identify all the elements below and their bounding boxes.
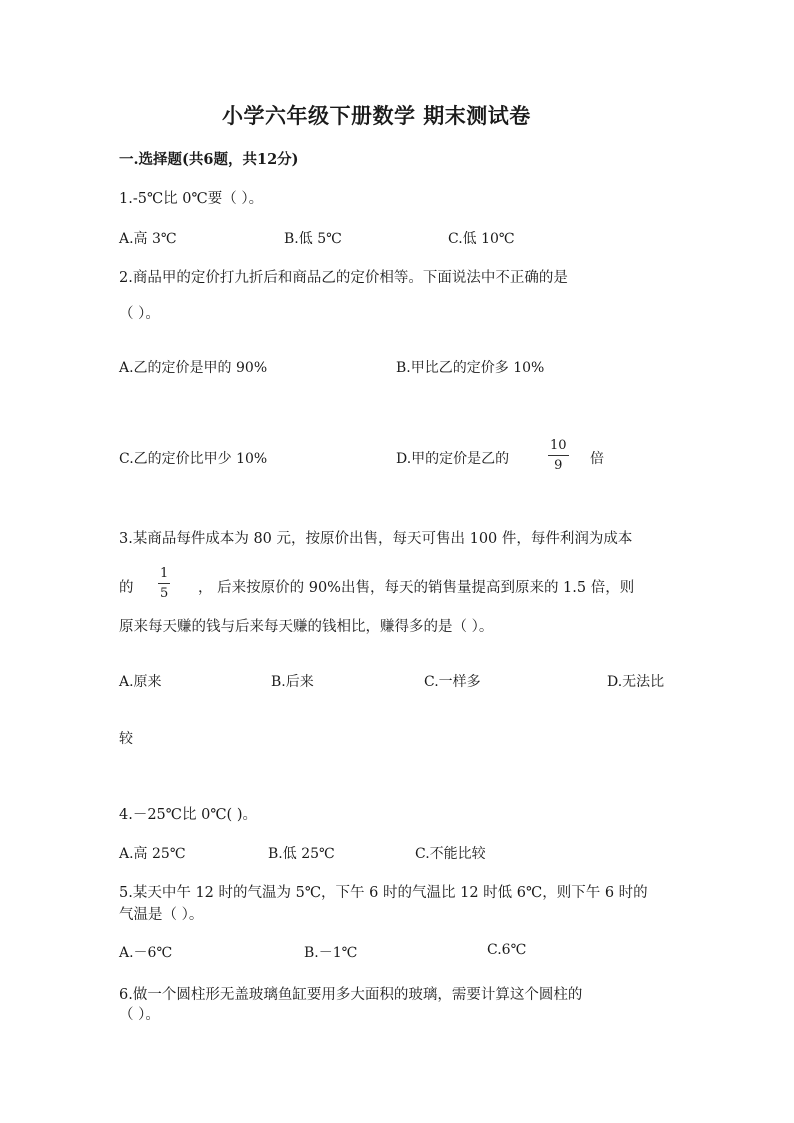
question-2-fraction [548,439,569,472]
question-5-option-a: A.－6℃ [119,945,173,961]
question-4-text: 4.－25℃比 0℃( )。 [119,807,257,823]
section-heading: 一.选择题(共6题，共12分) [119,151,299,168]
page-title: 小学六年级下册数学 期末测试卷 [222,103,531,128]
fraction-denominator: 9 [554,458,563,473]
question-2-option-d-suffix: 倍 [590,451,604,467]
question-3-line-2-prefix: 的 [119,580,134,596]
question-1-option-b: B.低 5℃ [284,231,342,247]
fraction-numerator: 1 [160,566,169,581]
question-4-option-b: B.低 25℃ [268,846,335,862]
question-1-option-c: C.低 10℃ [448,231,515,247]
question-2-option-c: C.乙的定价比甲少 10% [119,451,268,467]
question-3-fraction [158,567,170,600]
question-1-option-a: A.高 3℃ [119,231,177,247]
question-3-option-d: D.无法比 [607,674,665,690]
question-3-option-d-wrap: 较 [119,731,133,747]
question-5-line-2: 气温是（ ）。 [119,907,204,923]
question-5-option-b: B.－1℃ [304,945,358,961]
fraction-denominator: 5 [160,586,169,601]
question-2-option-a: A.乙的定价是甲的 90% [119,360,268,376]
question-3-option-c: C.一样多 [424,674,481,690]
question-1-text: 1.-5℃比 0℃要（ ）。 [119,191,264,207]
question-2-line-2: （ ）。 [119,306,160,322]
question-4-option-c: C.不能比较 [415,846,486,862]
question-6-line-2: （ ）。 [119,1007,160,1023]
question-6-line-1: 6.做一个圆柱形无盖玻璃鱼缸要用多大面积的玻璃，需要计算这个圆柱的 [119,987,583,1003]
question-5-option-c: C.6℃ [487,942,527,958]
question-2-option-d: D.甲的定价是乙的 [396,451,510,467]
question-3-option-a: A.原来 [119,674,162,690]
question-5-line-1: 5.某天中午 12 时的气温为 5℃，下午 6 时的气温比 12 时低 6℃，则下午 6 时的 [119,885,648,901]
question-2-line-1: 2.商品甲的定价打九折后和商品乙的定价相等。下面说法中不正确的是 [119,270,568,286]
question-3-line-3: 原来每天赚的钱与后来每天赚的钱相比，赚得多的是（ ）。 [119,619,494,635]
fraction-numerator: 10 [550,438,567,453]
question-3-line-1: 3.某商品每件成本为 80 元，按原价出售，每天可售出 100 件，每件利润为成本 [119,531,633,547]
question-3-line-2: ， 后来按原价的 90%出售，每天的销售量提高到原来的 1.5 倍，则 [198,580,635,596]
question-3-option-b: B.后来 [271,674,314,690]
question-4-option-a: A.高 25℃ [119,846,186,862]
question-2-option-b: B.甲比乙的定价多 10% [396,360,545,376]
